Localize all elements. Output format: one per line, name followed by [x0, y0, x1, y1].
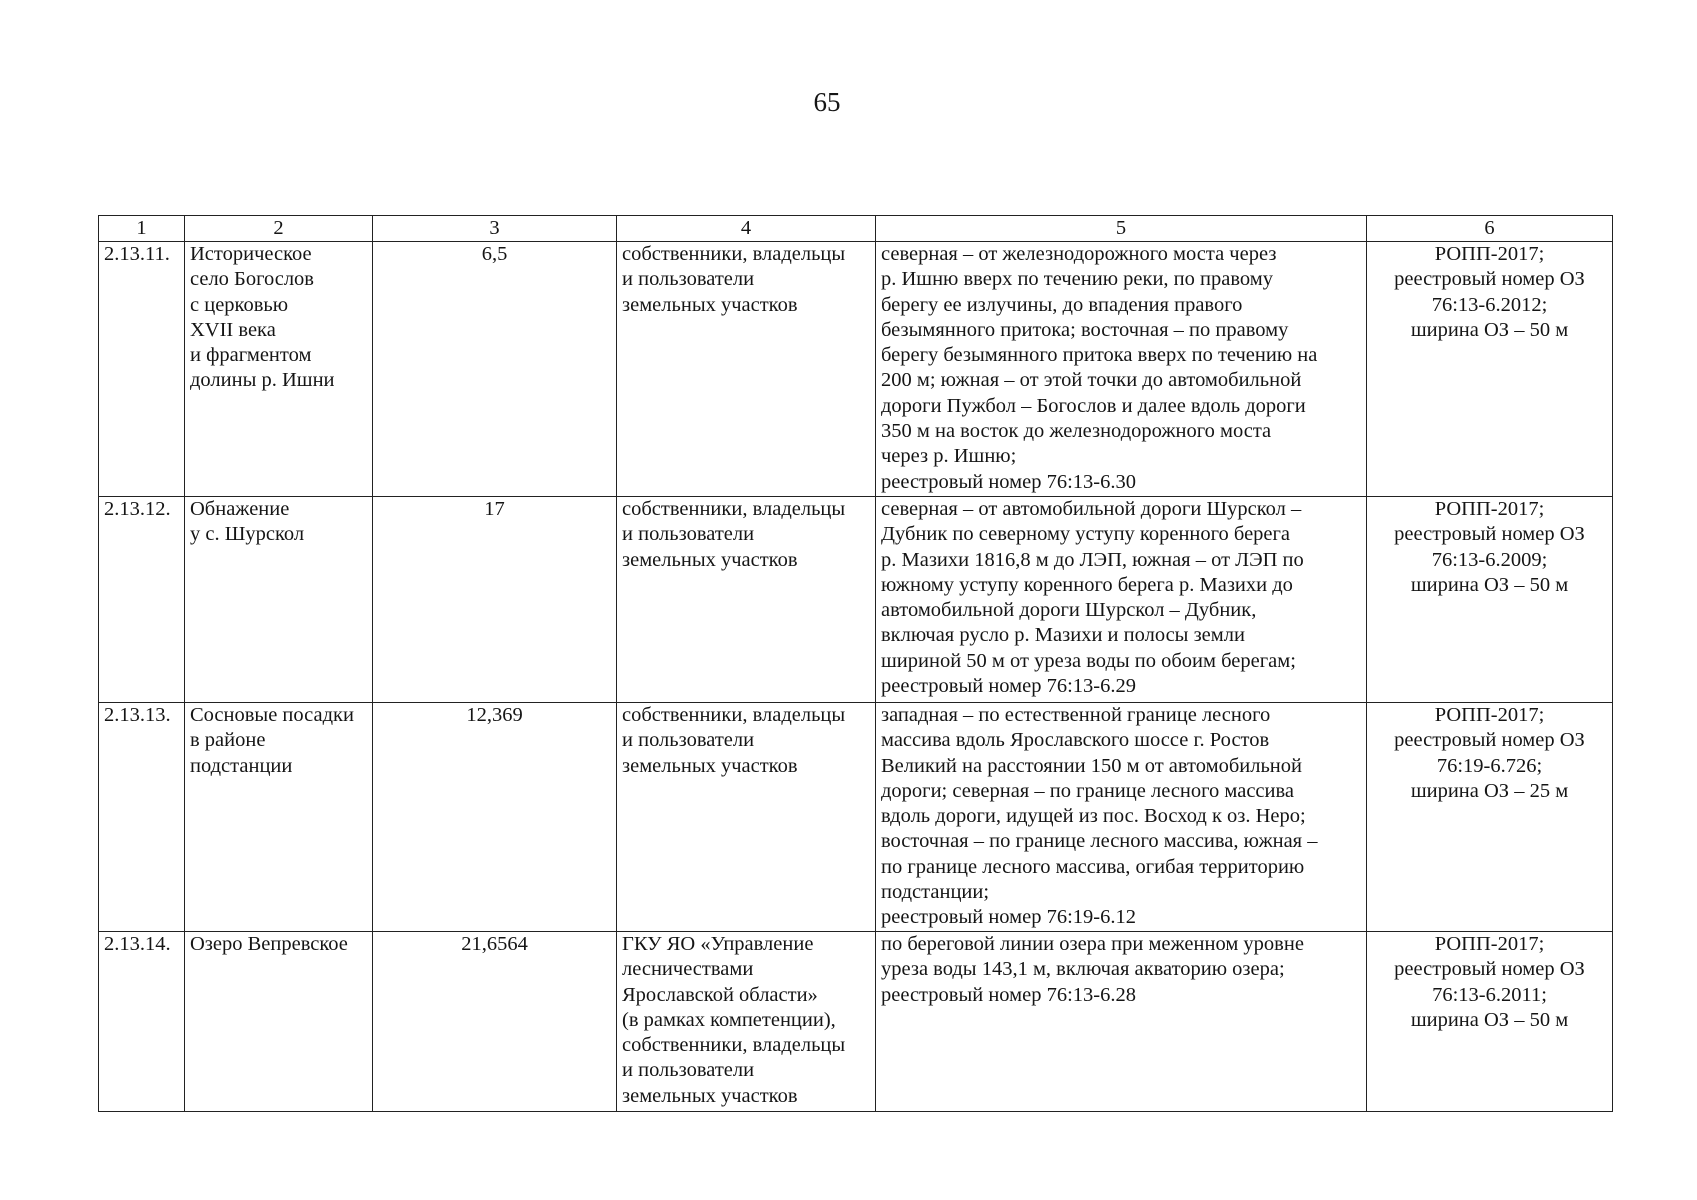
text-line: Ярославской области» — [622, 983, 818, 1006]
responsible-cell — [617, 932, 876, 1112]
text-line: вдоль дороги, идущей из пос. Восход к оз. Неро; — [881, 805, 1306, 828]
table-row — [99, 703, 1613, 932]
text-line: дороги; северная – по границе лесного массива — [881, 779, 1295, 802]
text-line: р. Ишню вверх по течению реки, по правому — [881, 268, 1273, 291]
object-name-cell — [185, 242, 373, 497]
column-header: 2 — [185, 216, 373, 242]
registry-cell — [1367, 242, 1613, 497]
text-line: у с. Шурскол — [190, 523, 305, 546]
text-line: реестровый номер ОЗ — [1394, 958, 1585, 981]
text-line: реестровый номер 76:13-6.29 — [881, 675, 1136, 698]
area-value: 6,5 — [481, 243, 508, 265]
row-number-cell — [99, 497, 185, 703]
text-line: реестровый номер 76:13-6.28 — [881, 983, 1136, 1006]
area-cell — [373, 242, 617, 497]
text-line: РОПП-2017; — [1434, 498, 1545, 520]
text-line: РОПП-2017; — [1434, 704, 1545, 726]
text-line: село Богослов — [190, 268, 314, 291]
text-line: реестровый номер ОЗ — [1394, 523, 1585, 546]
text-line: берегу безымянного притока вверх по течению на — [881, 344, 1318, 367]
text-line: Историческое — [190, 243, 312, 265]
area-value: 21,6564 — [461, 933, 528, 955]
text-line: земельных участков — [622, 1084, 798, 1107]
text-line: подстанции; — [881, 881, 990, 904]
text-line: земельных участков — [622, 754, 798, 777]
text-line: и пользователи — [622, 268, 755, 291]
text-line: берегу ее излучины, до впадения правого — [881, 293, 1243, 316]
text-line: реестровый номер 76:13-6.30 — [881, 470, 1136, 493]
text-line: собственники, владельцы — [622, 1034, 846, 1057]
text-line: РОПП-2017; — [1434, 933, 1545, 955]
text-line: реестровый номер ОЗ — [1394, 729, 1585, 752]
text-line: автомобильной дороги Шурскол – Дубник, — [881, 599, 1257, 622]
column-header: 4 — [617, 216, 876, 242]
text-line: р. Мазихи 1816,8 м до ЛЭП, южная – от ЛЭП по — [881, 548, 1304, 571]
text-line: северная – от автомобильной дороги Шурскол – — [881, 498, 1302, 520]
text-line: западная – по естественной границе лесного — [881, 704, 1271, 726]
text-line: дороги Пужбол – Богослов и далее вдоль дороги — [881, 394, 1306, 417]
text-line: и пользователи — [622, 729, 755, 752]
text-line: Обнажение — [190, 498, 290, 520]
text-line: собственники, владельцы — [622, 704, 846, 726]
object-name-cell — [185, 703, 373, 932]
column-header: 1 — [99, 216, 185, 242]
text-line: включая русло р. Мазихи и полосы земли — [881, 624, 1245, 647]
text-line: по границе лесного массива, огибая территорию — [881, 855, 1305, 878]
text-line: 76:13-6.2011; — [1432, 983, 1547, 1006]
page-number: 65 — [813, 87, 841, 117]
text-line: восточная – по границе лесного массива, южная – — [881, 830, 1318, 853]
boundaries-cell — [876, 242, 1367, 497]
text-line: лесничествами — [622, 958, 754, 981]
text-line: с церковью — [190, 293, 289, 316]
area-value: 12,369 — [466, 704, 523, 726]
registry-cell — [1367, 497, 1613, 703]
boundaries-cell — [876, 703, 1367, 932]
text-line: 350 м на восток до железнодорожного моста — [881, 420, 1272, 443]
text-line: и фрагментом — [190, 344, 312, 367]
object-name-cell — [185, 932, 373, 1112]
text-line: собственники, владельцы — [622, 498, 846, 520]
area-cell — [373, 703, 617, 932]
text-line: ширина ОЗ – 50 м — [1410, 573, 1569, 596]
row-number: 2.13.13. — [104, 704, 171, 726]
text-line: ГКУ ЯО «Управление — [622, 933, 814, 955]
text-line: ширина ОЗ – 50 м — [1410, 1008, 1569, 1031]
responsible-cell — [617, 497, 876, 703]
registry-cell — [1367, 703, 1613, 932]
text-line: в районе — [190, 729, 266, 752]
text-line: Сосновые посадки — [190, 704, 354, 726]
text-line: (в рамках компетенции), — [622, 1008, 836, 1031]
table-row — [99, 242, 1613, 497]
area-cell — [373, 932, 617, 1112]
text-line: реестровый номер ОЗ — [1394, 268, 1585, 291]
text-line: 76:19-6.726; — [1436, 754, 1543, 777]
text-line: долины р. Ишни — [190, 369, 335, 392]
text-line: реестровый номер 76:19-6.12 — [881, 906, 1136, 929]
table-row — [99, 497, 1613, 703]
area-value: 17 — [484, 498, 505, 520]
row-number: 2.13.12. — [104, 498, 171, 520]
text-line: Дубник по северному уступу коренного берега — [881, 523, 1291, 546]
text-line: Великий на расстоянии 150 м от автомобильной — [881, 754, 1303, 777]
row-number-cell — [99, 703, 185, 932]
area-cell — [373, 497, 617, 703]
text-line: безымянного притока; восточная – по правому — [881, 318, 1289, 341]
text-line: земельных участков — [622, 548, 798, 571]
text-line: южному уступу коренного берега р. Мазихи до — [881, 573, 1293, 596]
text-line: ширина ОЗ – 50 м — [1410, 318, 1569, 341]
boundaries-cell — [876, 497, 1367, 703]
text-line: ширина ОЗ – 25 м — [1410, 779, 1569, 802]
text-line: через р. Ишню; — [881, 445, 1017, 468]
text-line: шириной 50 м от уреза воды по обоим берегам; — [881, 649, 1296, 672]
row-number: 2.13.11. — [104, 243, 170, 265]
table-header-row — [99, 216, 1613, 242]
text-line: северная – от железнодорожного моста через — [881, 243, 1277, 265]
column-header: 5 — [876, 216, 1367, 242]
text-line: по береговой линии озера при меженном уровне — [881, 933, 1304, 955]
row-number-cell — [99, 242, 185, 497]
column-header: 3 — [373, 216, 617, 242]
responsible-cell — [617, 703, 876, 932]
data-table — [98, 215, 1613, 1112]
row-number-cell — [99, 932, 185, 1112]
text-line: 76:13-6.2009; — [1431, 548, 1548, 571]
text-line: 76:13-6.2012; — [1431, 293, 1548, 316]
text-line: уреза воды 143,1 м, включая акваторию озера; — [881, 958, 1285, 981]
boundaries-cell — [876, 932, 1367, 1112]
table-row — [99, 932, 1613, 1112]
row-number: 2.13.14. — [104, 933, 171, 955]
text-line: Озеро Вепревское — [190, 933, 348, 955]
object-name-cell — [185, 497, 373, 703]
responsible-cell — [617, 242, 876, 497]
column-header: 6 — [1367, 216, 1613, 242]
text-line: и пользователи — [622, 523, 755, 546]
text-line: собственники, владельцы — [622, 243, 846, 265]
text-line: 200 м; южная – от этой точки до автомобильной — [881, 369, 1302, 392]
text-line: РОПП-2017; — [1434, 243, 1545, 265]
registry-cell — [1367, 932, 1613, 1112]
text-line: XVII века — [190, 318, 276, 341]
text-line: подстанции — [190, 754, 293, 777]
text-line: земельных участков — [622, 293, 798, 316]
text-line: массива вдоль Ярославского шоссе г. Ростов — [881, 729, 1270, 752]
text-line: и пользователи — [622, 1059, 755, 1082]
